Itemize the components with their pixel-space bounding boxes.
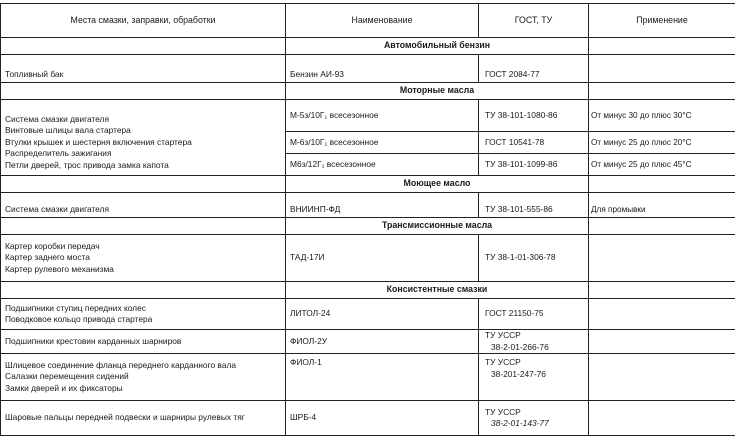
table-row-motor-1 — [1, 100, 735, 132]
gost-line: 38-2-01-143-77 — [485, 418, 585, 430]
section-row-wash — [1, 176, 735, 193]
cell-name: М6з/12Г₁ всесезонное — [286, 154, 479, 176]
place-line: Картер рулевого механизма — [5, 264, 282, 276]
cell-place: Система смазки двигателя — [1, 193, 286, 218]
cell-gost: ТУ 38-101-1099-86 — [479, 154, 589, 176]
cell-gost: ГОСТ 21150-75 — [479, 299, 589, 330]
place-line: Картер заднего моста — [5, 252, 282, 264]
place-line: Замки дверей и их фиксаторы — [5, 383, 282, 395]
section-blank — [1, 83, 286, 100]
section-title-wash: Моющее масло — [286, 176, 589, 193]
gost-line: 38-2-01-266-76 — [485, 342, 585, 354]
gost-line: ТУ УССР — [485, 357, 585, 369]
cell-usage — [589, 330, 735, 354]
section-row-trans — [1, 218, 735, 235]
section-blank — [1, 38, 286, 55]
place-line: Втулки крышек и шестерня включения стартера — [5, 137, 282, 149]
table-row-shrb — [1, 401, 735, 436]
cell-place-list — [1, 100, 286, 176]
place-line: Система смазки двигателя — [5, 114, 282, 126]
cell-gost — [479, 330, 589, 354]
header-gost: ГОСТ, ТУ — [479, 4, 589, 38]
cell-gost: ТУ 38-101-1080-86 — [479, 100, 589, 132]
gost-line: ТУ УССР — [485, 407, 585, 419]
cell-usage: Для промывки — [589, 193, 735, 218]
place-line: Шлицевое соединение фланца переднего карданного вала — [5, 360, 282, 372]
place-line: Поводковое кольцо привода стартера — [5, 314, 282, 326]
place-line: Распределитель зажигания — [5, 148, 282, 160]
table-row-fuel — [1, 55, 735, 83]
table-row-litol — [1, 299, 735, 330]
cell-place: Подшипники крестовин карданных шарниров — [1, 330, 286, 354]
cell-usage — [589, 354, 735, 401]
header-name: Наименование — [286, 4, 479, 38]
section-blank — [1, 282, 286, 299]
section-title-trans: Трансмиссионные масла — [286, 218, 589, 235]
cell-name: ШРБ-4 — [286, 401, 479, 436]
cell-gost — [479, 354, 589, 401]
cell-gost: ТУ 38-101-555-86 — [479, 193, 589, 218]
place-line: Подшипники ступиц передних колес — [5, 303, 282, 315]
section-row-motor — [1, 83, 735, 100]
section-blank — [1, 218, 286, 235]
section-blank — [589, 218, 735, 235]
gost-line: ТУ УССР — [485, 330, 585, 342]
section-blank — [589, 176, 735, 193]
table-row-wash — [1, 193, 735, 218]
place-line: Петли дверей, трос привода замка капота — [5, 160, 282, 172]
place-line: Картер коробки передач — [5, 241, 282, 253]
cell-place: Топливный бак — [1, 55, 286, 83]
cell-gost: ГОСТ 10541-78 — [479, 132, 589, 154]
section-blank — [589, 38, 735, 55]
cell-usage: От минус 30 до плюс 30°С — [589, 100, 735, 132]
table-row-fiol1 — [1, 354, 735, 401]
cell-usage: От минус 25 до плюс 20°С — [589, 132, 735, 154]
cell-name: М-6з/10Г₁ всесезонное — [286, 132, 479, 154]
section-row-grease — [1, 282, 735, 299]
section-title-fuel: Автомобильный бензин — [286, 38, 589, 55]
cell-usage: От минус 25 до плюс 45°С — [589, 154, 735, 176]
cell-gost — [479, 401, 589, 436]
cell-place-list — [1, 354, 286, 401]
cell-name: ФИОЛ-2У — [286, 330, 479, 354]
cell-gost: ТУ 38-1-01-306-78 — [479, 235, 589, 282]
cell-place-list — [1, 235, 286, 282]
table-row-fiol2u — [1, 330, 735, 354]
cell-name: ВНИИНП-ФД — [286, 193, 479, 218]
section-blank — [1, 176, 286, 193]
place-line: Винтовые шлицы вала стартера — [5, 125, 282, 137]
section-title-grease: Консистентные смазки — [286, 282, 589, 299]
lubricants-table — [0, 3, 735, 436]
place-line: Салазки перемещения сидений — [5, 371, 282, 383]
cell-usage — [589, 401, 735, 436]
cell-gost: ГОСТ 2084-77 — [479, 55, 589, 83]
cell-usage — [589, 235, 735, 282]
section-title-motor: Моторные масла — [286, 83, 589, 100]
cell-name: ЛИТОЛ-24 — [286, 299, 479, 330]
section-row-fuel — [1, 38, 735, 55]
cell-name: М-5з/10Г₁ всесезонное — [286, 100, 479, 132]
header-row — [1, 4, 735, 38]
cell-place-list — [1, 299, 286, 330]
section-blank — [589, 83, 735, 100]
header-places: Места смазки, заправки, обработки — [1, 4, 286, 38]
cell-name: ФИОЛ-1 — [286, 354, 479, 401]
table-row-trans — [1, 235, 735, 282]
cell-name: ТАД-17И — [286, 235, 479, 282]
gost-line: 38-201-247-76 — [485, 369, 585, 381]
section-blank — [589, 282, 735, 299]
cell-usage — [589, 299, 735, 330]
cell-place: Шаровые пальцы передней подвески и шарниры рулевых тяг — [1, 401, 286, 436]
cell-usage — [589, 55, 735, 83]
cell-name: Бензин АИ-93 — [286, 55, 479, 83]
header-usage: Применение — [589, 4, 735, 38]
